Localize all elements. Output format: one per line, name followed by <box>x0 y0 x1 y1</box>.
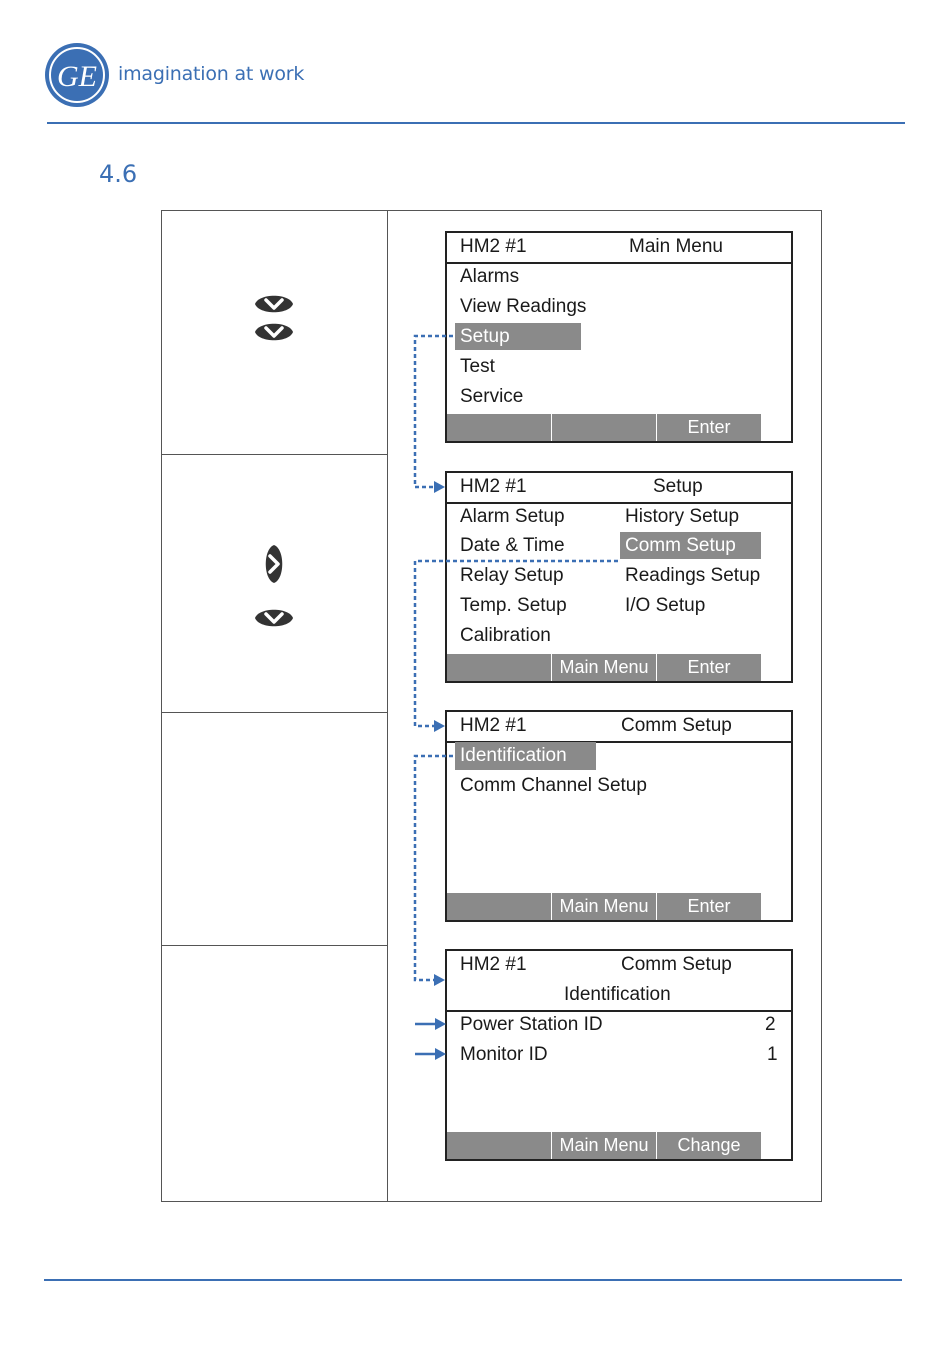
softkey-1[interactable] <box>447 1132 552 1159</box>
menu-item-comm-setup[interactable]: Comm Setup <box>620 532 761 559</box>
softkey-1[interactable] <box>447 893 552 920</box>
change-softkey[interactable]: Change <box>677 1135 741 1155</box>
tagline: imagination at work <box>118 63 305 85</box>
menu-item-test[interactable]: Test <box>460 356 495 377</box>
menu-item-alarms[interactable]: Alarms <box>460 266 520 287</box>
identification-screen <box>445 949 793 1161</box>
down-arrow-key <box>253 605 295 631</box>
device-label: HM2 #1 <box>460 954 527 975</box>
enter-softkey[interactable]: Enter <box>687 896 731 916</box>
menu-item-readings-setup[interactable]: Readings Setup <box>625 565 761 586</box>
screen-header <box>447 473 791 504</box>
softkey-2[interactable] <box>552 414 657 441</box>
row-divider <box>162 454 387 455</box>
menu-item-io-setup[interactable]: I/O Setup <box>625 595 706 616</box>
power-station-id-label[interactable]: Power Station ID <box>460 1014 603 1035</box>
screen-title: Comm Setup <box>621 954 732 975</box>
main-menu-softkey[interactable]: Main Menu <box>552 893 657 920</box>
setup-screen <box>445 471 793 683</box>
menu-item-identification[interactable]: Identification <box>455 742 596 770</box>
screen-header <box>447 712 791 743</box>
softkey-1[interactable] <box>447 654 552 681</box>
softkey-bar <box>447 893 761 920</box>
power-station-id-value: 2 <box>765 1014 776 1035</box>
menu-item-service[interactable]: Service <box>460 386 524 407</box>
screen-header <box>447 233 791 264</box>
header-rule <box>47 122 905 124</box>
softkey-bar <box>447 654 761 681</box>
softkey-1[interactable] <box>447 414 552 441</box>
menu-item-history-setup[interactable]: History Setup <box>625 506 740 527</box>
menu-item-comm-channel-setup[interactable]: Comm Channel Setup <box>460 775 647 796</box>
screen-title: Main Menu <box>629 236 723 257</box>
enter-softkey[interactable]: Enter <box>687 657 731 677</box>
menu-item-view-readings[interactable]: View Readings <box>460 296 587 317</box>
ge-logo <box>44 42 110 108</box>
menu-item-relay-setup[interactable]: Relay Setup <box>460 565 564 586</box>
monitor-id-value: 1 <box>767 1044 778 1065</box>
section-number: 4.6 <box>99 160 138 188</box>
monitor-id-label[interactable]: Monitor ID <box>460 1044 548 1065</box>
main-menu-softkey[interactable]: Main Menu <box>552 1132 657 1159</box>
menu-item-date-time[interactable]: Date & Time <box>460 535 565 556</box>
row-divider <box>162 712 387 713</box>
menu-item-alarm-setup[interactable]: Alarm Setup <box>460 506 565 527</box>
device-label: HM2 #1 <box>460 476 527 497</box>
menu-item-calibration[interactable]: Calibration <box>460 625 551 646</box>
screen-title: Comm Setup <box>621 715 732 736</box>
comm-setup-screen <box>445 710 793 922</box>
softkey-bar <box>447 414 761 441</box>
screen-title: Setup <box>653 476 703 497</box>
screen-header <box>447 951 791 1012</box>
device-label: HM2 #1 <box>460 715 527 736</box>
down-arrow-key <box>253 291 295 317</box>
right-arrow-key <box>259 543 289 585</box>
main-menu-softkey[interactable]: Main Menu <box>552 654 657 681</box>
logo-text: GE <box>57 60 97 93</box>
screen-subtitle: Identification <box>564 984 671 1005</box>
row-divider <box>162 945 387 946</box>
device-label: HM2 #1 <box>460 236 527 257</box>
column-divider <box>387 211 388 1201</box>
menu-item-temp-setup[interactable]: Temp. Setup <box>460 595 567 616</box>
softkey-bar <box>447 1132 761 1159</box>
footer-rule <box>44 1279 902 1281</box>
main-menu-screen <box>445 231 793 443</box>
enter-softkey[interactable]: Enter <box>687 417 731 437</box>
menu-item-setup[interactable]: Setup <box>455 323 581 350</box>
down-arrow-key <box>253 319 295 345</box>
